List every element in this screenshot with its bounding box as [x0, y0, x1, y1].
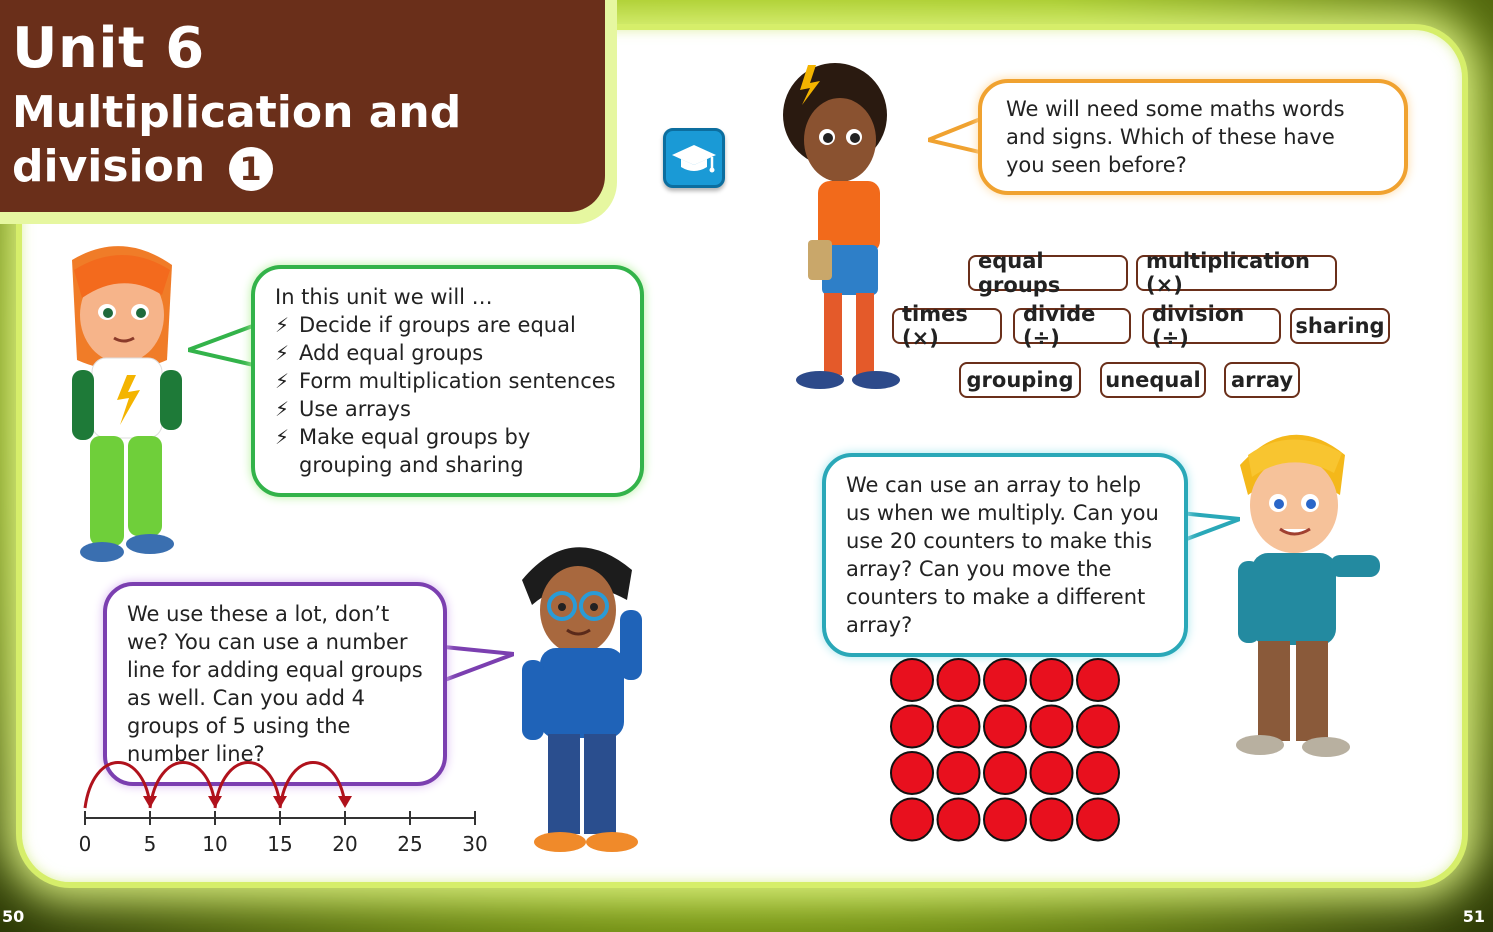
word-tag-multiplication: multiplication (×): [1136, 255, 1337, 291]
lightning-bolt-icon: ⚡: [275, 397, 290, 421]
number-line-label: 20: [332, 832, 358, 856]
counter[interactable]: [1077, 799, 1119, 841]
array-bubble-text: We can use an array to help us when we multiply. Can you use 20 counters to make this array? Can you move the counters to make a different array?: [846, 473, 1159, 637]
unit-title-banner: [0, 0, 605, 212]
lightning-bolt-icon: ⚡: [275, 369, 290, 393]
words-bubble-text: We will need some maths words and signs. Which of these have you seen before?: [1006, 97, 1345, 177]
word-tag-divide: divide (÷): [1013, 308, 1131, 344]
intro-list-item: ⚡ Decide if groups are equal: [275, 313, 576, 337]
number-line-bubble-text: We use these a lot, don’t we? You can use a number line for adding equal groups as well. Can you add 4 groups of 5 using the number line?: [127, 602, 423, 766]
jump-arc: [280, 762, 345, 808]
word-tag-array: array: [1224, 362, 1300, 398]
counter[interactable]: [1031, 799, 1073, 841]
number-line-label: 15: [267, 832, 293, 856]
blond-boy-character: [1230, 425, 1390, 765]
lightning-bolt-icon: ⚡: [275, 425, 290, 449]
counter[interactable]: [1077, 752, 1119, 794]
counter[interactable]: [891, 799, 933, 841]
counter[interactable]: [891, 706, 933, 748]
number-line: [70, 750, 500, 830]
counter[interactable]: [984, 706, 1026, 748]
intro-list-item: ⚡ Use arrays: [275, 397, 411, 421]
intro-list-item: ⚡ Form multiplication sentences: [275, 369, 616, 393]
jump-arc: [85, 762, 150, 808]
intro-list-item: ⚡ Make equal groups by grouping and sharing: [275, 425, 531, 477]
counter[interactable]: [1031, 752, 1073, 794]
jump-arrowhead: [338, 796, 352, 808]
word-tag-sharing: sharing: [1290, 308, 1390, 344]
counter[interactable]: [984, 799, 1026, 841]
word-tag-division: division (÷): [1142, 308, 1281, 344]
counter[interactable]: [1077, 706, 1119, 748]
unit-title-text: Multiplication and division: [12, 87, 462, 192]
counter[interactable]: [891, 659, 933, 701]
counter[interactable]: [938, 752, 980, 794]
counter[interactable]: [1031, 706, 1073, 748]
counter[interactable]: [938, 799, 980, 841]
lightning-bolt-icon: ⚡: [275, 313, 290, 337]
page-number-right: 51: [1462, 907, 1485, 926]
counter[interactable]: [984, 659, 1026, 701]
counter[interactable]: [1077, 659, 1119, 701]
words-speech-bubble: [978, 79, 1408, 195]
number-line-label: 5: [143, 832, 157, 856]
jump-arc: [150, 762, 215, 808]
number-line-label: 30: [462, 832, 488, 856]
word-tag-unequal: unequal: [1100, 362, 1206, 398]
number-line-label: 0: [78, 832, 92, 856]
jump-arc: [215, 762, 280, 808]
boy-with-glasses-character: [512, 530, 662, 860]
word-tag-grouping: grouping: [959, 362, 1081, 398]
counter-array: [888, 656, 1124, 846]
lightning-bolt-icon: ⚡: [275, 341, 290, 365]
red-haired-girl-character: [62, 240, 192, 570]
unit-number: Unit 6: [12, 16, 205, 81]
word-tag-times: times (×): [892, 308, 1002, 344]
counter[interactable]: [891, 752, 933, 794]
intro-speech-bubble: [251, 265, 644, 497]
unit-part-badge: 1: [229, 147, 273, 191]
intro-list: [275, 311, 620, 479]
intro-heading: In this unit we will …: [275, 285, 493, 309]
intro-bubble-tail: [188, 320, 258, 370]
counter[interactable]: [1031, 659, 1073, 701]
array-speech-bubble: [822, 453, 1188, 657]
counter[interactable]: [938, 659, 980, 701]
intro-list-item: ⚡ Add equal groups: [275, 341, 484, 365]
counter[interactable]: [984, 752, 1026, 794]
learning-objectives-button[interactable]: [663, 128, 725, 188]
word-tag-equal-groups: equal groups: [968, 255, 1128, 291]
page-number-left: 50: [2, 907, 25, 926]
unit-title: [12, 86, 532, 194]
graduation-cap-icon: [666, 131, 722, 185]
curly-haired-girl-character: [780, 55, 910, 395]
number-line-label: 10: [202, 832, 228, 856]
number-line-label: 25: [397, 832, 423, 856]
counter[interactable]: [938, 706, 980, 748]
